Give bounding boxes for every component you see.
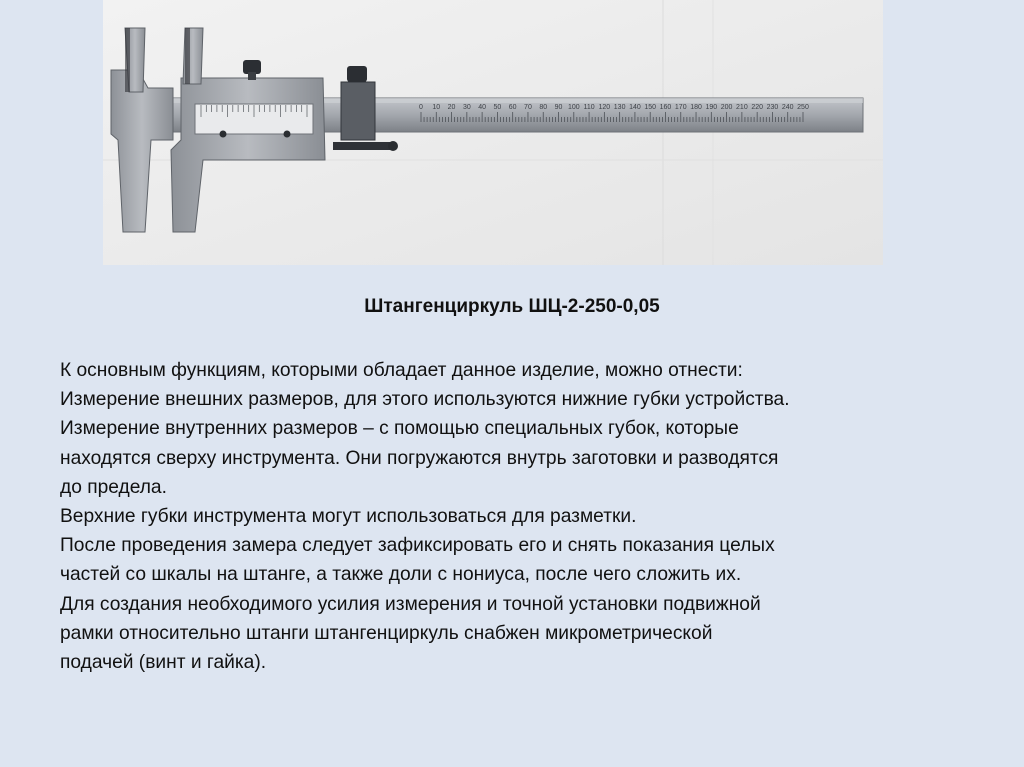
text-line: Верхние губки инструмента могут использоваться для разметки. <box>60 506 637 528</box>
text-line: подачей (винт и гайка). <box>60 652 267 674</box>
text-line: частей со шкалы на штанге, а также доли с нониуса, после чего сложить их. <box>60 564 742 586</box>
scale-label: 30 <box>462 104 471 111</box>
text-line: Для создания необходимого усилия измерения и точной установки подвижной <box>60 593 761 615</box>
text-line: рамки относительно штанги штангенциркуль снабжен микрометрической <box>60 622 713 644</box>
scale-label: 230 <box>766 104 779 111</box>
scale-label: 220 <box>751 104 764 111</box>
caliper-illustration <box>103 0 883 265</box>
scale-label: 180 <box>690 104 702 111</box>
scale-label: 100 <box>567 104 580 111</box>
scale-label: 130 <box>613 104 626 111</box>
scale-label: 40 <box>478 104 487 111</box>
scale-label: 150 <box>644 104 657 111</box>
text-line: К основным функциям, которыми обладает данное изделие, можно отнести: <box>60 360 743 381</box>
scale-label: 250 <box>797 104 809 111</box>
text-line: Измерение внутренних размеров – с помощью специальных губок, которые <box>60 418 739 440</box>
scale-label: 60 <box>508 104 517 111</box>
scale-label: 200 <box>720 104 733 111</box>
scale-label: 0 <box>419 104 423 111</box>
scale-label: 20 <box>447 104 456 111</box>
scale-label: 160 <box>659 104 672 111</box>
scale-label: 110 <box>583 104 595 111</box>
scale-label: 10 <box>432 104 441 111</box>
text-line: до предела. <box>60 476 167 498</box>
scale-label: 210 <box>736 104 748 111</box>
scale-label: 190 <box>705 104 718 111</box>
scale-label: 140 <box>629 104 641 111</box>
scale-label: 90 <box>554 104 563 111</box>
caliper-photo <box>103 0 883 265</box>
figure-caption: Штангенциркуль ШЦ-2-250-0,05 <box>364 296 660 317</box>
scale-label: 240 <box>781 104 794 111</box>
scale-label: 120 <box>598 104 611 111</box>
text-line: Измерение внешних размеров, для этого используются нижние губки устройства. <box>60 389 790 411</box>
scale-label: 50 <box>493 104 502 111</box>
scale-label: 170 <box>674 104 687 111</box>
description-text <box>60 356 980 677</box>
scale-label: 70 <box>524 104 532 111</box>
scale-label: 80 <box>539 104 548 111</box>
text-line: находятся сверху инструмента. Они погружаются внутрь заготовки и разводятся <box>60 447 779 469</box>
text-line: После проведения замера следует зафиксировать его и снять показания целых <box>60 535 775 557</box>
